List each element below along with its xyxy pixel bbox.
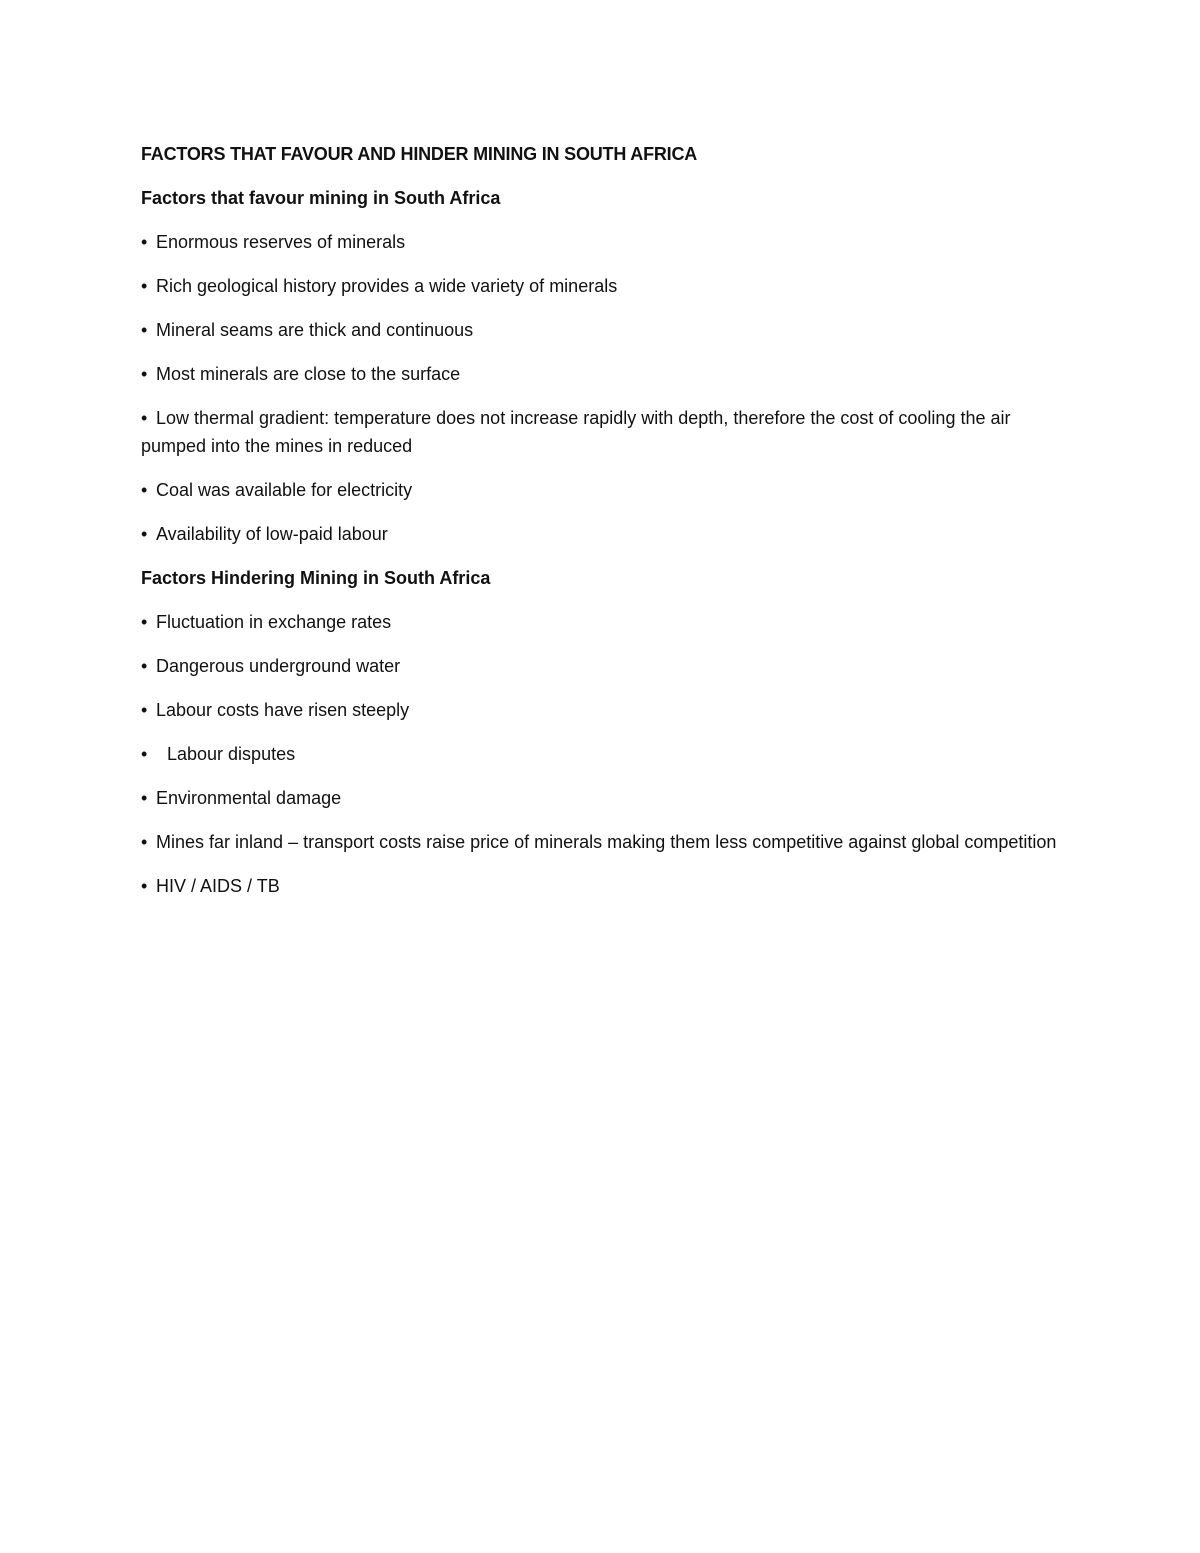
- list-item: [141, 360, 1061, 388]
- list-item-text: Enormous reserves of minerals: [156, 232, 406, 252]
- list-item: [141, 476, 1061, 504]
- bullet-icon: •: [141, 480, 148, 500]
- list-item-text: Labour disputes: [167, 744, 296, 764]
- list-item: [141, 784, 1061, 812]
- list-item-text: HIV / AIDS / TB: [156, 876, 280, 896]
- list-item: [141, 872, 1061, 900]
- list-item: [141, 740, 1061, 768]
- section-heading-favour: Factors that favour mining in South Africa: [141, 188, 501, 208]
- bullet-icon: •: [141, 524, 148, 544]
- bullet-icon: •: [141, 744, 148, 764]
- list-item-text: Mineral seams are thick and continuous: [156, 320, 474, 340]
- list-item-text: Most minerals are close to the surface: [156, 364, 461, 384]
- bullet-icon: •: [141, 656, 148, 676]
- list-item: [141, 608, 1061, 636]
- list-item-text: Fluctuation in exchange rates: [156, 612, 392, 632]
- bullet-icon: •: [141, 612, 148, 632]
- document-body: [141, 140, 1061, 916]
- list-item: [141, 696, 1061, 724]
- list-item-text: Coal was available for electricity: [156, 480, 413, 500]
- list-item-text: Environmental damage: [156, 788, 342, 808]
- section-heading-hinder: Factors Hindering Mining in South Africa: [141, 568, 491, 588]
- list-item-text: Availability of low-paid labour: [156, 524, 388, 544]
- bullet-icon: •: [141, 276, 148, 296]
- list-item-text: Dangerous underground water: [156, 656, 401, 676]
- bullet-icon: •: [141, 700, 148, 720]
- bullet-icon: •: [141, 364, 148, 384]
- bullet-icon: •: [141, 320, 148, 340]
- list-item: [141, 652, 1061, 680]
- list-item: [141, 228, 1061, 256]
- bullet-icon: •: [141, 876, 148, 896]
- document-title: FACTORS THAT FAVOUR AND HINDER MINING IN SOUTH AFRICA: [141, 144, 698, 164]
- list-item-text: Rich geological history provides a wide variety of minerals: [156, 276, 618, 296]
- bullet-icon: •: [141, 232, 148, 252]
- list-item: [141, 404, 1061, 460]
- bullet-icon: •: [141, 408, 148, 428]
- list-item: [141, 828, 1061, 856]
- list-item: [141, 272, 1061, 300]
- list-item-text: Mines far inland – transport costs raise price of minerals making them less competitive against global competition: [156, 832, 1057, 852]
- list-item: [141, 316, 1061, 344]
- list-item-text: Labour costs have risen steeply: [156, 700, 410, 720]
- list-item: [141, 520, 1061, 548]
- bullet-icon: •: [141, 832, 148, 852]
- list-item-text: Low thermal gradient: temperature does not increase rapidly with depth, therefore the cost of cooling the air pumped into the mines in reduced: [141, 408, 1011, 456]
- bullet-icon: •: [141, 788, 148, 808]
